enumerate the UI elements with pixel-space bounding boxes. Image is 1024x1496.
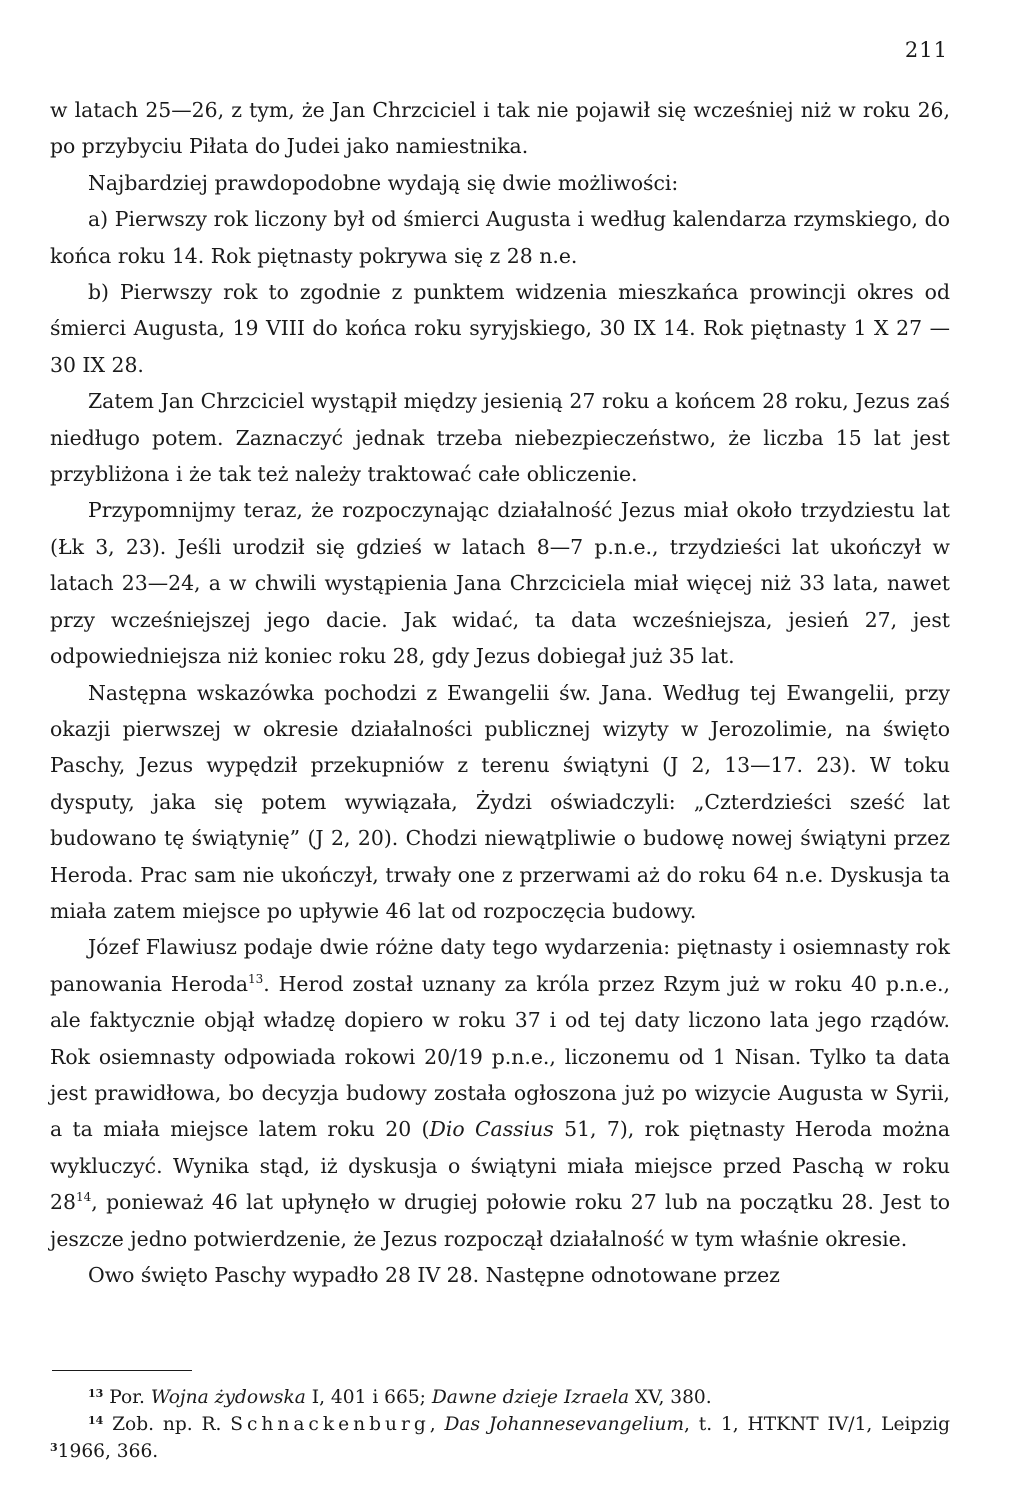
paragraph — [50, 492, 950, 674]
paragraph — [50, 675, 950, 930]
italic-title: Das Johannesevangelium — [444, 1414, 685, 1435]
italic-title: Wojna żydowska — [150, 1387, 306, 1408]
footnote-reference: 14 — [88, 1414, 104, 1427]
text-run: b) Pierwszy rok to zgodnie z punktem widzenia mieszkańca prowincji okres od śmierci Augusta, 19 VIII do końca roku syryjskiego, 30 IX 14. Rok piętnasty 1 X 27 — 30 IX 28. — [50, 280, 950, 377]
footnotes — [50, 1384, 950, 1465]
paragraph — [50, 383, 950, 492]
text-run: , — [429, 1414, 445, 1435]
paragraph — [50, 1257, 950, 1293]
text-run: . Herod został uznany za króla przez Rzym już w roku 40 p.n.e., ale faktycznie objął władzę dopiero w roku 37 i od tej daty liczono lata jego rządów. Rok osiemnasty odpowiada rokowi 20/19 p.n.e., liczonemu od 1 Nisan. Tylko ta data jest prawidłowa, bo decyzja budowy została ogłoszona już po wizycie Augusta w Syrii, a ta miała miejsce latem roku 20 ( — [50, 971, 950, 1142]
footnote-reference: 3 — [50, 1441, 58, 1454]
footnote — [50, 1384, 950, 1411]
text-run: Zatem Jan Chrzciciel wystąpił między jesienią 27 roku a końcem 28 roku, Jezus zaś niedługo potem. Zaznaczyć jednak trzeba niebezpieczeństwo, że liczba 15 lat jest przybliżona i że tak też należy traktować całe obliczenie. — [50, 389, 950, 487]
text-run: w latach 25—26, z tym, że Jan Chrzciciel i tak nie pojawił się wcześniej niż w roku 26, po przybyciu Piłata do Judei jako namiestnika. — [50, 98, 950, 159]
paragraph — [50, 165, 950, 201]
text-run: a) Pierwszy rok liczony był od śmierci Augusta i według kalendarza rzymskiego, do końca roku 14. Rok piętnasty pokrywa się z 28 n.e. — [50, 207, 950, 268]
text-run: 51, 7), rok piętnasty Heroda można wykluczyć. Wynika stąd, iż dyskusja o świątyni miała miejsce przed Paschą w roku 28 — [50, 1117, 950, 1215]
author-name: Schnackenburg — [230, 1414, 430, 1435]
italic-title: Dawne dzieje Izraela — [431, 1387, 630, 1408]
text-run: Zob. np. R. — [103, 1414, 231, 1435]
text-run: XV, 380. — [629, 1387, 712, 1408]
text-run: Owo święto Paschy wypadło 28 IV 28. Następne odnotowane przez — [88, 1263, 780, 1287]
text-run: , t. 1, HTKNT IV/1, Leipzig — [684, 1414, 950, 1435]
text-run: 1966, 366. — [57, 1441, 159, 1462]
text-run: Por. — [103, 1387, 151, 1408]
italic-title: Dio Cassius — [429, 1117, 554, 1142]
footnote-reference: 13 — [88, 1387, 104, 1400]
text-run: Józef Flawiusz podaje dwie różne daty tego wydarzenia: piętnasty i osiemnasty rok panowania Heroda — [50, 935, 950, 996]
body-text — [50, 92, 950, 1293]
text-run: Następna wskazówka pochodzi z Ewangelii św. Jana. Według tej Ewangelii, przy okazji pierwszej w okresie działalności publicznej wizyty w Jerozolimie, na święto Paschy, Jezus wypędził przekupniów z terenu świątyni (J 2, 13—17. 23). W toku dysputy, jaka się potem wywiązała, Żydzi oświadczyli: „Czterdzieści sześć lat budowano tę świątynię” (J 2, 20). Chodzi niewątpliwie o budowę nowej świątyni przez Heroda. Prac sam nie ukończył, trwały one z przerwami aż do roku 64 n.e. Dyskusja ta miała zatem miejsce po upływie 46 lat od rozpoczęcia budowy. — [50, 680, 950, 923]
footnote-reference: 13 — [248, 971, 264, 986]
paragraph — [50, 92, 950, 165]
paragraph — [50, 201, 950, 274]
footnote-separator — [52, 1370, 192, 1371]
footnote-reference: 14 — [75, 1190, 92, 1205]
text-run: , ponieważ 46 lat upłynęło w drugiej połowie roku 27 lub na początku 28. Jest to jeszcze jedno potwierdzenie, że Jezus rozpoczął działalność w tym właśnie okresie. — [50, 1190, 950, 1251]
paragraph — [50, 929, 950, 1257]
text-run: Przypomnijmy teraz, że rozpoczynając działalność Jezus miał około trzydziestu lat (Łk 3, 23). Jeśli urodził się gdzieś w latach 8—7 p.n.e., trzydzieści lat ukończył w latach 23—24, a w chwili wystąpienia Jana Chrzciciela miał więcej niż 33 lata, nawet przy wcześniejszej jego dacie. Jak widać, ta data wcześniejsza, jesień 27, jest odpowiedniejsza niż koniec roku 28, gdy Jezus dobiegał już 35 lat. — [50, 498, 950, 669]
footnote — [50, 1411, 950, 1465]
text-run: I, 401 i 665; — [305, 1387, 432, 1408]
text-run: Najbardziej prawdopodobne wydają się dwie możliwości: — [88, 170, 679, 195]
page-number: 211 — [904, 38, 948, 62]
paragraph — [50, 274, 950, 383]
